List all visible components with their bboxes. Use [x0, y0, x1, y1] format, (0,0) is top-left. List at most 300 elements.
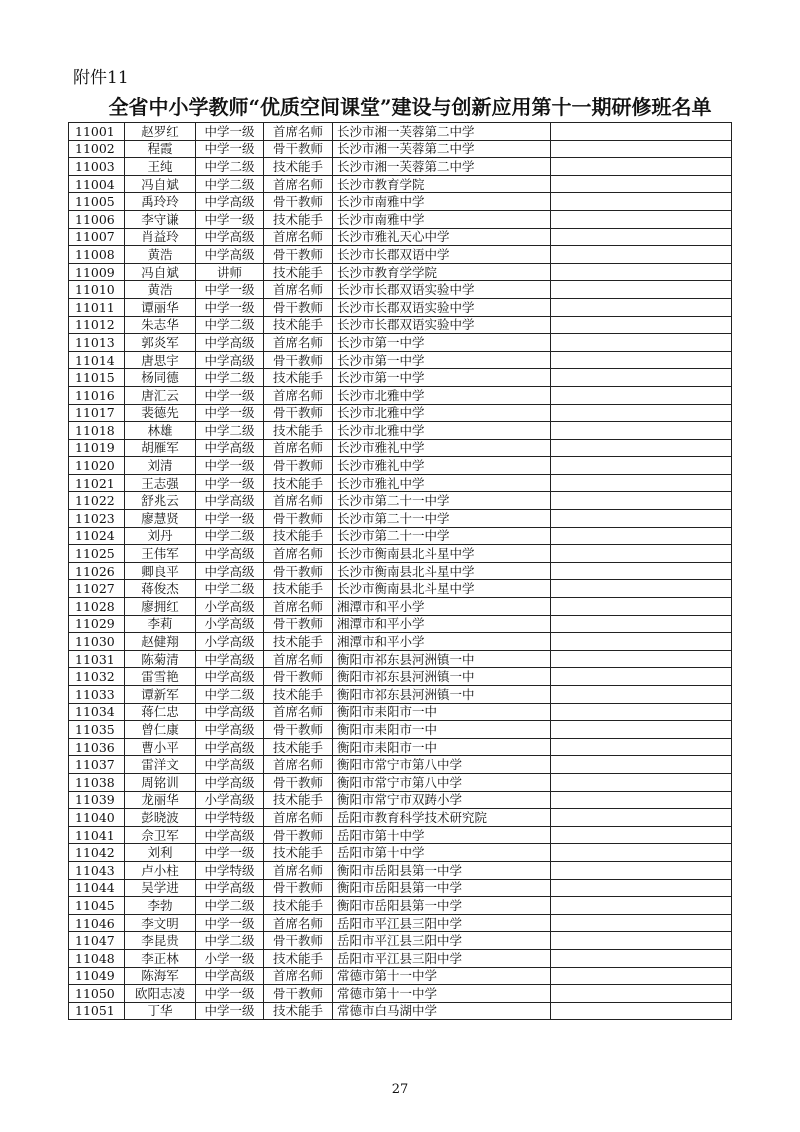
row-role-cell: 技术能手 — [264, 897, 333, 915]
row-id-cell: 11006 — [69, 210, 125, 228]
row-id-cell: 11018 — [69, 422, 125, 440]
row-title-cell: 中学一级 — [196, 844, 264, 862]
row-id-cell: 11045 — [69, 897, 125, 915]
row-blank-cell — [551, 668, 732, 686]
row-blank-cell — [551, 897, 732, 915]
row-blank-cell — [551, 281, 732, 299]
row-school-cell: 常德市白马湖中学 — [333, 1002, 551, 1020]
row-role-cell: 技术能手 — [264, 1002, 333, 1020]
row-school-cell: 长沙市第二十一中学 — [333, 527, 551, 545]
table-row — [69, 580, 732, 598]
row-school-cell: 长沙市第一中学 — [333, 351, 551, 369]
row-id-cell: 11028 — [69, 598, 125, 616]
row-title-cell: 中学二级 — [196, 897, 264, 915]
row-blank-cell — [551, 510, 732, 528]
row-name-cell: 唐思宇 — [125, 351, 196, 369]
attachment-label: 附件11 — [73, 68, 129, 88]
row-title-cell: 中学高级 — [196, 826, 264, 844]
row-role-cell: 技术能手 — [264, 791, 333, 809]
table-row — [69, 404, 732, 422]
row-blank-cell — [551, 985, 732, 1003]
row-title-cell: 中学高级 — [196, 228, 264, 246]
row-name-cell: 李昆贵 — [125, 932, 196, 950]
table-row — [69, 386, 732, 404]
row-role-cell: 骨干教师 — [264, 615, 333, 633]
row-role-cell: 骨干教师 — [264, 510, 333, 528]
row-role-cell: 骨干教师 — [264, 668, 333, 686]
row-name-cell: 黄浩 — [125, 281, 196, 299]
row-title-cell: 中学二级 — [196, 686, 264, 704]
row-title-cell: 中学一级 — [196, 914, 264, 932]
row-blank-cell — [551, 686, 732, 704]
row-title-cell: 中学一级 — [196, 457, 264, 475]
row-title-cell: 中学高级 — [196, 193, 264, 211]
row-id-cell: 11050 — [69, 985, 125, 1003]
row-title-cell: 中学二级 — [196, 175, 264, 193]
row-title-cell: 小学高级 — [196, 615, 264, 633]
row-blank-cell — [551, 562, 732, 580]
table-row — [69, 809, 732, 827]
row-title-cell: 中学一级 — [196, 386, 264, 404]
table-row — [69, 351, 732, 369]
row-name-cell: 冯自斌 — [125, 263, 196, 281]
row-id-cell: 11027 — [69, 580, 125, 598]
row-name-cell: 谭丽华 — [125, 298, 196, 316]
row-name-cell: 肖益玲 — [125, 228, 196, 246]
row-role-cell: 首席名师 — [264, 914, 333, 932]
row-name-cell: 周铭训 — [125, 773, 196, 791]
row-name-cell: 欧阳志凌 — [125, 985, 196, 1003]
table-row — [69, 773, 732, 791]
row-role-cell: 骨干教师 — [264, 773, 333, 791]
row-name-cell: 李勃 — [125, 897, 196, 915]
row-id-cell: 11049 — [69, 967, 125, 985]
row-id-cell: 11003 — [69, 158, 125, 176]
row-role-cell: 骨干教师 — [264, 298, 333, 316]
row-role-cell: 技术能手 — [264, 474, 333, 492]
table-row — [69, 914, 732, 932]
row-id-cell: 11024 — [69, 527, 125, 545]
row-name-cell: 彭晓波 — [125, 809, 196, 827]
row-title-cell: 中学二级 — [196, 422, 264, 440]
row-blank-cell — [551, 773, 732, 791]
row-id-cell: 11013 — [69, 334, 125, 352]
row-role-cell: 技术能手 — [264, 633, 333, 651]
row-name-cell: 卢小柱 — [125, 861, 196, 879]
row-role-cell: 首席名师 — [264, 386, 333, 404]
table-row — [69, 756, 732, 774]
row-role-cell: 骨干教师 — [264, 826, 333, 844]
row-blank-cell — [551, 703, 732, 721]
row-id-cell: 11011 — [69, 298, 125, 316]
row-blank-cell — [551, 439, 732, 457]
row-school-cell: 长沙市北雅中学 — [333, 404, 551, 422]
table-row — [69, 985, 732, 1003]
row-school-cell: 长沙市雅礼中学 — [333, 457, 551, 475]
row-blank-cell — [551, 316, 732, 334]
row-id-cell: 11015 — [69, 369, 125, 387]
row-id-cell: 11040 — [69, 809, 125, 827]
row-title-cell: 中学二级 — [196, 932, 264, 950]
row-id-cell: 11009 — [69, 263, 125, 281]
row-title-cell: 中学一级 — [196, 985, 264, 1003]
table-row — [69, 457, 732, 475]
row-blank-cell — [551, 615, 732, 633]
row-school-cell: 长沙市教育学院 — [333, 175, 551, 193]
row-title-cell: 中学一级 — [196, 210, 264, 228]
row-role-cell: 技术能手 — [264, 738, 333, 756]
table-row — [69, 439, 732, 457]
table-row — [69, 510, 732, 528]
row-id-cell: 11032 — [69, 668, 125, 686]
row-name-cell: 林雄 — [125, 422, 196, 440]
row-blank-cell — [551, 334, 732, 352]
row-blank-cell — [551, 175, 732, 193]
table-row — [69, 492, 732, 510]
row-role-cell: 首席名师 — [264, 650, 333, 668]
row-blank-cell — [551, 949, 732, 967]
row-name-cell: 佘卫军 — [125, 826, 196, 844]
table-row — [69, 246, 732, 264]
row-id-cell: 11031 — [69, 650, 125, 668]
row-blank-cell — [551, 756, 732, 774]
row-role-cell: 首席名师 — [264, 492, 333, 510]
row-title-cell: 中学一级 — [196, 298, 264, 316]
row-name-cell: 王伟军 — [125, 545, 196, 563]
row-name-cell: 李守谦 — [125, 210, 196, 228]
row-id-cell: 11041 — [69, 826, 125, 844]
row-name-cell: 雷洋文 — [125, 756, 196, 774]
row-blank-cell — [551, 932, 732, 950]
row-title-cell: 中学二级 — [196, 580, 264, 598]
row-blank-cell — [551, 721, 732, 739]
row-name-cell: 廖拥红 — [125, 598, 196, 616]
table-row — [69, 228, 732, 246]
table-row — [69, 263, 732, 281]
row-school-cell: 常德市第十一中学 — [333, 967, 551, 985]
row-name-cell: 赵罗红 — [125, 123, 196, 141]
row-name-cell: 蒋仁忠 — [125, 703, 196, 721]
row-title-cell: 中学高级 — [196, 650, 264, 668]
row-title-cell: 讲师 — [196, 263, 264, 281]
row-school-cell: 长沙市湘一芙蓉第二中学 — [333, 158, 551, 176]
row-id-cell: 11004 — [69, 175, 125, 193]
row-title-cell: 中学二级 — [196, 158, 264, 176]
row-name-cell: 冯自斌 — [125, 175, 196, 193]
row-school-cell: 衡阳市常宁市第八中学 — [333, 756, 551, 774]
row-title-cell: 中学高级 — [196, 967, 264, 985]
row-name-cell: 李文明 — [125, 914, 196, 932]
row-blank-cell — [551, 650, 732, 668]
table-row — [69, 650, 732, 668]
row-title-cell: 中学高级 — [196, 545, 264, 563]
row-id-cell: 11044 — [69, 879, 125, 897]
row-school-cell: 湘潭市和平小学 — [333, 615, 551, 633]
row-title-cell: 小学高级 — [196, 598, 264, 616]
row-school-cell: 岳阳市教育科学技术研究院 — [333, 809, 551, 827]
row-role-cell: 骨干教师 — [264, 193, 333, 211]
row-school-cell: 长沙市雅礼天心中学 — [333, 228, 551, 246]
row-id-cell: 11030 — [69, 633, 125, 651]
row-role-cell: 骨干教师 — [264, 932, 333, 950]
row-role-cell: 首席名师 — [264, 228, 333, 246]
row-school-cell: 长沙市南雅中学 — [333, 210, 551, 228]
row-role-cell: 技术能手 — [264, 422, 333, 440]
row-title-cell: 中学特级 — [196, 809, 264, 827]
table-row — [69, 316, 732, 334]
row-id-cell: 11046 — [69, 914, 125, 932]
row-title-cell: 小学一级 — [196, 949, 264, 967]
row-id-cell: 11035 — [69, 721, 125, 739]
row-blank-cell — [551, 545, 732, 563]
row-id-cell: 11010 — [69, 281, 125, 299]
table-row — [69, 949, 732, 967]
row-id-cell: 11001 — [69, 123, 125, 141]
table-row — [69, 615, 732, 633]
row-role-cell: 骨干教师 — [264, 721, 333, 739]
table-row — [69, 281, 732, 299]
table-row — [69, 210, 732, 228]
row-blank-cell — [551, 228, 732, 246]
row-blank-cell — [551, 527, 732, 545]
row-name-cell: 谭新军 — [125, 686, 196, 704]
row-school-cell: 湘潭市和平小学 — [333, 633, 551, 651]
row-name-cell: 刘清 — [125, 457, 196, 475]
roster-body — [69, 123, 732, 1020]
row-id-cell: 11047 — [69, 932, 125, 950]
row-name-cell: 雷雪艳 — [125, 668, 196, 686]
row-name-cell: 陈海军 — [125, 967, 196, 985]
table-row — [69, 932, 732, 950]
row-blank-cell — [551, 263, 732, 281]
row-blank-cell — [551, 844, 732, 862]
row-name-cell: 吴学进 — [125, 879, 196, 897]
table-row — [69, 1002, 732, 1020]
row-school-cell: 衡阳市岳阳县第一中学 — [333, 897, 551, 915]
row-school-cell: 长沙市湘一芙蓉第二中学 — [333, 123, 551, 141]
table-row — [69, 474, 732, 492]
row-id-cell: 11022 — [69, 492, 125, 510]
row-title-cell: 中学一级 — [196, 123, 264, 141]
row-school-cell: 衡阳市岳阳县第一中学 — [333, 861, 551, 879]
row-school-cell: 长沙市北雅中学 — [333, 386, 551, 404]
row-school-cell: 长沙市北雅中学 — [333, 422, 551, 440]
table-row — [69, 668, 732, 686]
row-school-cell: 衡阳市耒阳市一中 — [333, 738, 551, 756]
row-school-cell: 长沙市第一中学 — [333, 334, 551, 352]
table-row — [69, 861, 732, 879]
row-school-cell: 长沙市衡南县北斗星中学 — [333, 580, 551, 598]
row-id-cell: 11038 — [69, 773, 125, 791]
row-id-cell: 11034 — [69, 703, 125, 721]
row-title-cell: 小学高级 — [196, 791, 264, 809]
row-role-cell: 技术能手 — [264, 844, 333, 862]
row-blank-cell — [551, 123, 732, 141]
row-role-cell: 首席名师 — [264, 967, 333, 985]
row-blank-cell — [551, 369, 732, 387]
row-id-cell: 11016 — [69, 386, 125, 404]
row-name-cell: 裴德先 — [125, 404, 196, 422]
row-role-cell: 技术能手 — [264, 580, 333, 598]
row-name-cell: 李莉 — [125, 615, 196, 633]
row-blank-cell — [551, 914, 732, 932]
row-blank-cell — [551, 580, 732, 598]
row-name-cell: 黄浩 — [125, 246, 196, 264]
row-blank-cell — [551, 1002, 732, 1020]
row-role-cell: 技术能手 — [264, 316, 333, 334]
row-blank-cell — [551, 351, 732, 369]
row-role-cell: 骨干教师 — [264, 140, 333, 158]
row-title-cell: 中学一级 — [196, 140, 264, 158]
row-role-cell: 技术能手 — [264, 949, 333, 967]
row-school-cell: 长沙市长郡双语中学 — [333, 246, 551, 264]
row-title-cell: 中学高级 — [196, 756, 264, 774]
table-row — [69, 140, 732, 158]
row-school-cell: 长沙市长郡双语实验中学 — [333, 298, 551, 316]
row-title-cell: 中学高级 — [196, 668, 264, 686]
row-name-cell: 李正林 — [125, 949, 196, 967]
page-number: 27 — [391, 1082, 409, 1097]
row-name-cell: 程霞 — [125, 140, 196, 158]
row-school-cell: 岳阳市第十中学 — [333, 826, 551, 844]
row-title-cell: 中学高级 — [196, 334, 264, 352]
row-blank-cell — [551, 809, 732, 827]
row-school-cell: 衡阳市耒阳市一中 — [333, 721, 551, 739]
row-name-cell: 刘丹 — [125, 527, 196, 545]
row-school-cell: 衡阳市祁东县河洲镇一中 — [333, 650, 551, 668]
row-title-cell: 中学高级 — [196, 738, 264, 756]
row-title-cell: 中学二级 — [196, 369, 264, 387]
row-title-cell: 中学高级 — [196, 562, 264, 580]
row-title-cell: 小学高级 — [196, 633, 264, 651]
row-id-cell: 11026 — [69, 562, 125, 580]
table-row — [69, 369, 732, 387]
row-school-cell: 长沙市第一中学 — [333, 369, 551, 387]
row-blank-cell — [551, 158, 732, 176]
table-row — [69, 298, 732, 316]
row-blank-cell — [551, 422, 732, 440]
row-name-cell: 唐汇云 — [125, 386, 196, 404]
row-title-cell: 中学高级 — [196, 703, 264, 721]
row-name-cell: 曾仁康 — [125, 721, 196, 739]
row-id-cell: 11014 — [69, 351, 125, 369]
row-role-cell: 首席名师 — [264, 545, 333, 563]
row-blank-cell — [551, 879, 732, 897]
row-school-cell: 岳阳市平江县三阳中学 — [333, 932, 551, 950]
row-blank-cell — [551, 298, 732, 316]
table-row — [69, 422, 732, 440]
table-row — [69, 967, 732, 985]
table-row — [69, 598, 732, 616]
row-id-cell: 11043 — [69, 861, 125, 879]
row-blank-cell — [551, 404, 732, 422]
row-id-cell: 11002 — [69, 140, 125, 158]
table-row — [69, 158, 732, 176]
row-role-cell: 首席名师 — [264, 334, 333, 352]
row-blank-cell — [551, 967, 732, 985]
row-school-cell: 岳阳市平江县三阳中学 — [333, 949, 551, 967]
row-title-cell: 中学一级 — [196, 281, 264, 299]
row-school-cell: 衡阳市常宁市第八中学 — [333, 773, 551, 791]
roster-table — [68, 122, 732, 1020]
row-name-cell: 赵健翔 — [125, 633, 196, 651]
row-school-cell: 长沙市雅礼中学 — [333, 474, 551, 492]
row-name-cell: 卿良平 — [125, 562, 196, 580]
row-blank-cell — [551, 492, 732, 510]
row-id-cell: 11019 — [69, 439, 125, 457]
row-school-cell: 衡阳市岳阳县第一中学 — [333, 879, 551, 897]
row-role-cell: 骨干教师 — [264, 351, 333, 369]
row-name-cell: 陈菊清 — [125, 650, 196, 668]
row-id-cell: 11020 — [69, 457, 125, 475]
row-title-cell: 中学高级 — [196, 773, 264, 791]
row-name-cell: 蒋俊杰 — [125, 580, 196, 598]
row-blank-cell — [551, 246, 732, 264]
row-school-cell: 岳阳市第十中学 — [333, 844, 551, 862]
row-name-cell: 朱志华 — [125, 316, 196, 334]
row-id-cell: 11012 — [69, 316, 125, 334]
row-blank-cell — [551, 861, 732, 879]
row-blank-cell — [551, 791, 732, 809]
row-id-cell: 11036 — [69, 738, 125, 756]
row-id-cell: 11008 — [69, 246, 125, 264]
row-blank-cell — [551, 193, 732, 211]
row-role-cell: 首席名师 — [264, 123, 333, 141]
row-title-cell: 中学二级 — [196, 316, 264, 334]
row-name-cell: 王志强 — [125, 474, 196, 492]
row-id-cell: 11017 — [69, 404, 125, 422]
row-school-cell: 长沙市湘一芙蓉第二中学 — [333, 140, 551, 158]
row-title-cell: 中学高级 — [196, 492, 264, 510]
row-role-cell: 骨干教师 — [264, 985, 333, 1003]
page-title: 全省中小学教师“优质空间课堂”建设与创新应用第十一期研修班名单 — [108, 95, 712, 119]
row-school-cell: 湘潭市和平小学 — [333, 598, 551, 616]
row-name-cell: 郭炎军 — [125, 334, 196, 352]
table-row — [69, 334, 732, 352]
table-row — [69, 879, 732, 897]
table-row — [69, 791, 732, 809]
row-school-cell: 长沙市教育学学院 — [333, 263, 551, 281]
row-id-cell: 11037 — [69, 756, 125, 774]
row-id-cell: 11005 — [69, 193, 125, 211]
row-role-cell: 骨干教师 — [264, 562, 333, 580]
row-blank-cell — [551, 140, 732, 158]
row-id-cell: 11025 — [69, 545, 125, 563]
row-blank-cell — [551, 386, 732, 404]
row-school-cell: 长沙市第二十一中学 — [333, 492, 551, 510]
row-role-cell: 首席名师 — [264, 809, 333, 827]
row-id-cell: 11051 — [69, 1002, 125, 1020]
row-role-cell: 技术能手 — [264, 263, 333, 281]
row-school-cell: 衡阳市祁东县河洲镇一中 — [333, 668, 551, 686]
row-role-cell: 技术能手 — [264, 369, 333, 387]
row-role-cell: 技术能手 — [264, 686, 333, 704]
row-name-cell: 杨同德 — [125, 369, 196, 387]
row-school-cell: 长沙市雅礼中学 — [333, 439, 551, 457]
row-role-cell: 首席名师 — [264, 175, 333, 193]
row-school-cell: 长沙市衡南县北斗星中学 — [333, 545, 551, 563]
table-row — [69, 175, 732, 193]
row-name-cell: 胡雁军 — [125, 439, 196, 457]
row-blank-cell — [551, 738, 732, 756]
row-id-cell: 11021 — [69, 474, 125, 492]
row-role-cell: 首席名师 — [264, 281, 333, 299]
row-title-cell: 中学高级 — [196, 439, 264, 457]
row-role-cell: 骨干教师 — [264, 246, 333, 264]
table-row — [69, 545, 732, 563]
row-school-cell: 长沙市第二十一中学 — [333, 510, 551, 528]
table-row — [69, 897, 732, 915]
